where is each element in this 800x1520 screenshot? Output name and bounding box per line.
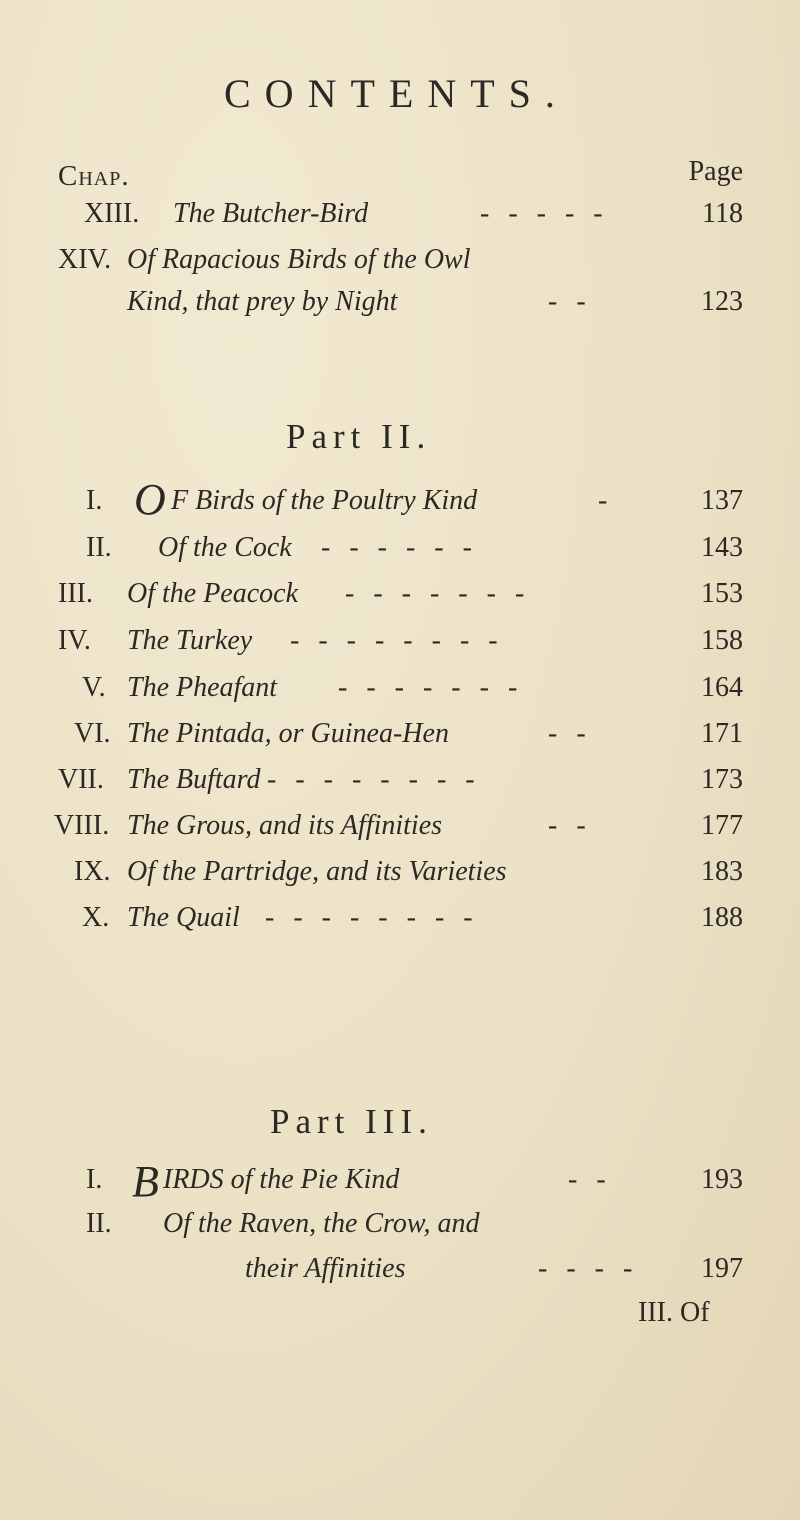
leader-dashes: - - - - - - <box>321 532 478 563</box>
chapter-title: The Buftard <box>127 764 261 795</box>
catchword: III. Of <box>638 1297 710 1328</box>
leader-dashes: - - <box>548 718 592 749</box>
leader-dashes: - - - - - - - <box>345 578 531 609</box>
chapter-number: VIII. <box>54 810 110 841</box>
drop-capital: B <box>132 1157 159 1206</box>
page-number: 197 <box>701 1253 743 1284</box>
chapter-number: VII. <box>58 764 104 795</box>
chapter-title: Of the Raven, the Crow, and <box>163 1208 480 1239</box>
leader-dashes: - - - - - - - - <box>290 625 504 656</box>
chapter-number: IV. <box>58 625 91 656</box>
page-number: 177 <box>701 810 743 841</box>
page-column-label: Page <box>688 156 743 187</box>
page-number: 173 <box>701 764 743 795</box>
chapter-number: II. <box>86 1208 112 1239</box>
chapter-title: The Grous, and its Affinities <box>127 810 443 841</box>
chapter-title-continued: Kind, that prey by Night <box>127 286 398 317</box>
chapter-title: Of the Partridge, and its Varieties <box>127 856 507 887</box>
part-heading: Part II. <box>286 417 432 456</box>
chapter-title: The Pheafant <box>127 672 278 703</box>
chapter-number: IX. <box>74 856 111 887</box>
page-number: 123 <box>701 286 743 317</box>
page-number: 153 <box>701 578 743 609</box>
chapter-title: The Butcher-Bird <box>173 198 369 229</box>
leader-dashes: - - <box>548 810 592 841</box>
chap-column-label: Chap. <box>58 160 130 192</box>
page-number: 171 <box>701 718 743 749</box>
page-number: 143 <box>701 532 743 563</box>
chapter-number: X. <box>82 902 110 933</box>
chapter-number: XIII. <box>84 198 140 229</box>
page-number: 137 <box>701 485 743 516</box>
chapter-title: Of Rapacious Birds of the Owl <box>127 244 471 275</box>
chapter-title: The Turkey <box>127 625 253 656</box>
chapter-number: V. <box>82 672 106 703</box>
chapter-number: XIV. <box>58 244 112 275</box>
contents-heading: CONTENTS. <box>224 71 569 116</box>
leader-dashes: - - - - - - - - <box>265 902 479 933</box>
chapter-title: The Pintada, or Guinea-Hen <box>127 718 449 749</box>
drop-capital: O <box>134 475 166 524</box>
leader-dashes: - - - - - <box>480 198 609 229</box>
leader-dashes: - - - - - - - <box>338 672 524 703</box>
chapter-title: The Quail <box>127 902 240 933</box>
page-number: 188 <box>701 902 743 933</box>
page-number: 183 <box>701 856 743 887</box>
chapter-number: I. <box>86 1164 103 1195</box>
leader-dashes: - - - - - - - - <box>267 764 481 795</box>
page-number: 193 <box>701 1164 743 1195</box>
chapter-title: Of the Peacock <box>127 578 299 609</box>
page-number: 118 <box>702 198 743 229</box>
chapter-title: IRDS of the Pie Kind <box>163 1164 400 1195</box>
page-number: 158 <box>701 625 743 656</box>
chapter-title-continued: their Affinities <box>245 1253 406 1284</box>
leader-dashes: - - <box>568 1164 612 1195</box>
leader-dashes: - <box>598 485 614 516</box>
chapter-title: Of the Cock <box>158 532 292 563</box>
chapter-number: VI. <box>74 718 111 749</box>
chapter-number: II. <box>86 532 112 563</box>
chapter-title: F Birds of the Poultry Kind <box>171 485 478 516</box>
chapter-number: III. <box>58 578 93 609</box>
leader-dashes: - - - - <box>538 1253 639 1284</box>
chapter-number: I. <box>86 485 103 516</box>
page-number: 164 <box>701 672 743 703</box>
part-heading: Part III. <box>270 1102 433 1141</box>
leader-dashes: - - <box>548 286 592 317</box>
